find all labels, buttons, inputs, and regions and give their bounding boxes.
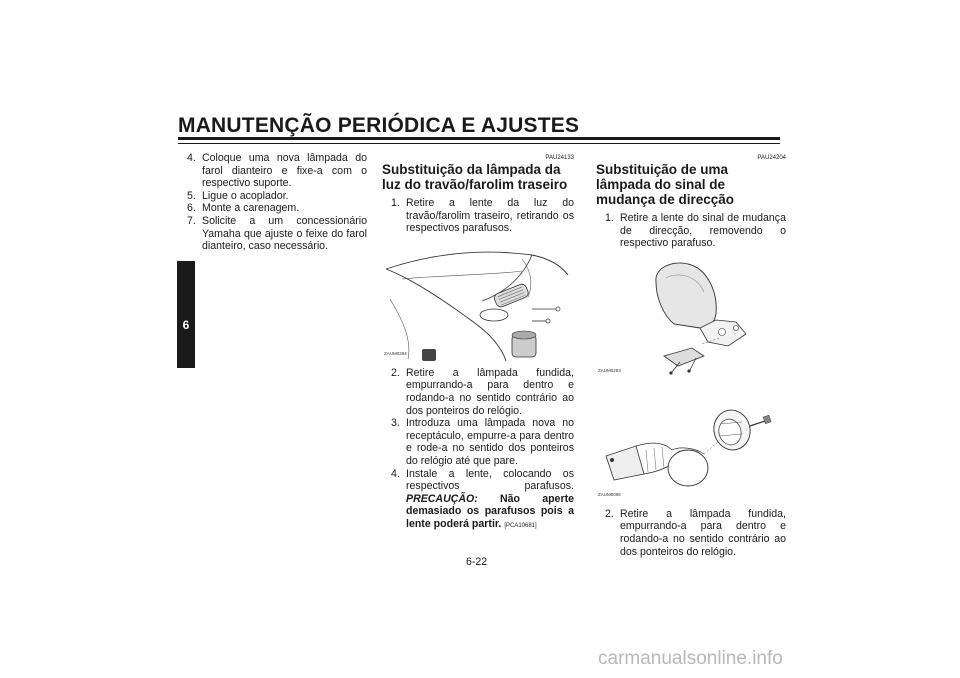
step-number: 3. bbox=[391, 417, 400, 430]
step-number: 1. bbox=[391, 197, 400, 209]
page-number: 6-22 bbox=[466, 556, 488, 568]
turn-signal-bulb-figure bbox=[596, 384, 786, 504]
section-code: PAU24204 bbox=[757, 155, 786, 161]
section-title: Substituição da lâmpada da luz do travão/farolim traseiro bbox=[382, 162, 568, 192]
list-item bbox=[382, 197, 574, 235]
step-text: Retire a lâmpada fundida, empurrando-a para dentro e rodando-a no sentido contrário ao dos ponteiros do relógio. bbox=[406, 366, 574, 417]
turn-signal-removal-illustration bbox=[596, 254, 786, 380]
step-number: 2. bbox=[605, 507, 614, 520]
section-code: PAU24133 bbox=[545, 155, 574, 161]
list-item bbox=[382, 468, 574, 533]
section-title: Substituição de uma lâmpada do sinal de mudança de direcção bbox=[596, 162, 735, 207]
list-item bbox=[382, 417, 574, 467]
list-item bbox=[187, 215, 367, 253]
watermark: carmanualsonline.info bbox=[598, 648, 783, 669]
step-number: 4. bbox=[187, 152, 196, 164]
column-2 bbox=[382, 154, 574, 533]
chapter-tab: 6 bbox=[177, 261, 195, 368]
step-text: Monte a carenagem. bbox=[202, 202, 300, 215]
step-text: Retire a lâmpada fundida, empurrando-a para dentro e rodando-a no sentido contrário ao dos ponteiros do relógio. bbox=[620, 507, 786, 558]
step-text: Introduza uma lâmpada nova no receptáculo, empurre-a para dentro e rode-a no sentido dos ponteiros do relógio até que pare. bbox=[406, 417, 574, 467]
step-number: 5. bbox=[187, 189, 196, 202]
page-title: MANUTENÇÃO PERIÓDICA E AJUSTES bbox=[178, 114, 580, 137]
list-item bbox=[596, 212, 786, 250]
caution-text: Não aperte demasiado os parafusos pois a lente poderá partir. bbox=[406, 492, 574, 530]
figure-label: ZAUM0293 bbox=[598, 368, 621, 374]
step-text: Solicite a um concessionário Yamaha que ajuste o feixe do farol dianteiro, caso necessário. bbox=[202, 214, 367, 253]
header-rule-thin bbox=[178, 143, 780, 144]
taillight-illustration bbox=[382, 239, 574, 363]
step-number: 4. bbox=[391, 467, 400, 480]
column-3 bbox=[596, 154, 786, 558]
step-number: 7. bbox=[187, 214, 196, 227]
step-number: 6. bbox=[187, 202, 196, 215]
figure-label: ZAUM0096 bbox=[598, 492, 621, 498]
step-text: Retire a lente da luz do travão/farolim traseiro, retirando os respectivos parafusos. bbox=[406, 197, 574, 235]
header-rule-thick bbox=[178, 137, 780, 140]
turn-signal-figure bbox=[596, 254, 786, 380]
turn-signal-bulb-illustration bbox=[596, 384, 786, 504]
caution-label: PRECAUÇÃO: bbox=[406, 492, 478, 505]
step-text: Coloque uma nova lâmpada do farol dianteiro e fixe-a com o respectivo suporte. bbox=[202, 152, 367, 190]
list-item bbox=[187, 202, 367, 215]
list-item bbox=[187, 152, 367, 190]
taillight-figure bbox=[382, 239, 574, 363]
step-text bbox=[406, 468, 574, 533]
figure-label: ZAUM0294 bbox=[384, 351, 407, 357]
step-text: Retire a lente do sinal de mudança de direcção, removendo o respectivo parafuso. bbox=[620, 212, 786, 250]
step-number: 2. bbox=[391, 366, 400, 379]
list-item bbox=[596, 508, 786, 558]
list-item bbox=[187, 190, 367, 203]
step-number: 1. bbox=[605, 212, 614, 224]
step-4-text: Instale a lente, colocando os respectivos parafusos. bbox=[406, 467, 574, 493]
column-1 bbox=[187, 152, 367, 253]
step-text: Ligue o acoplador. bbox=[202, 189, 289, 202]
caution-code: [PCA10681] bbox=[504, 522, 537, 529]
list-item bbox=[382, 367, 574, 417]
